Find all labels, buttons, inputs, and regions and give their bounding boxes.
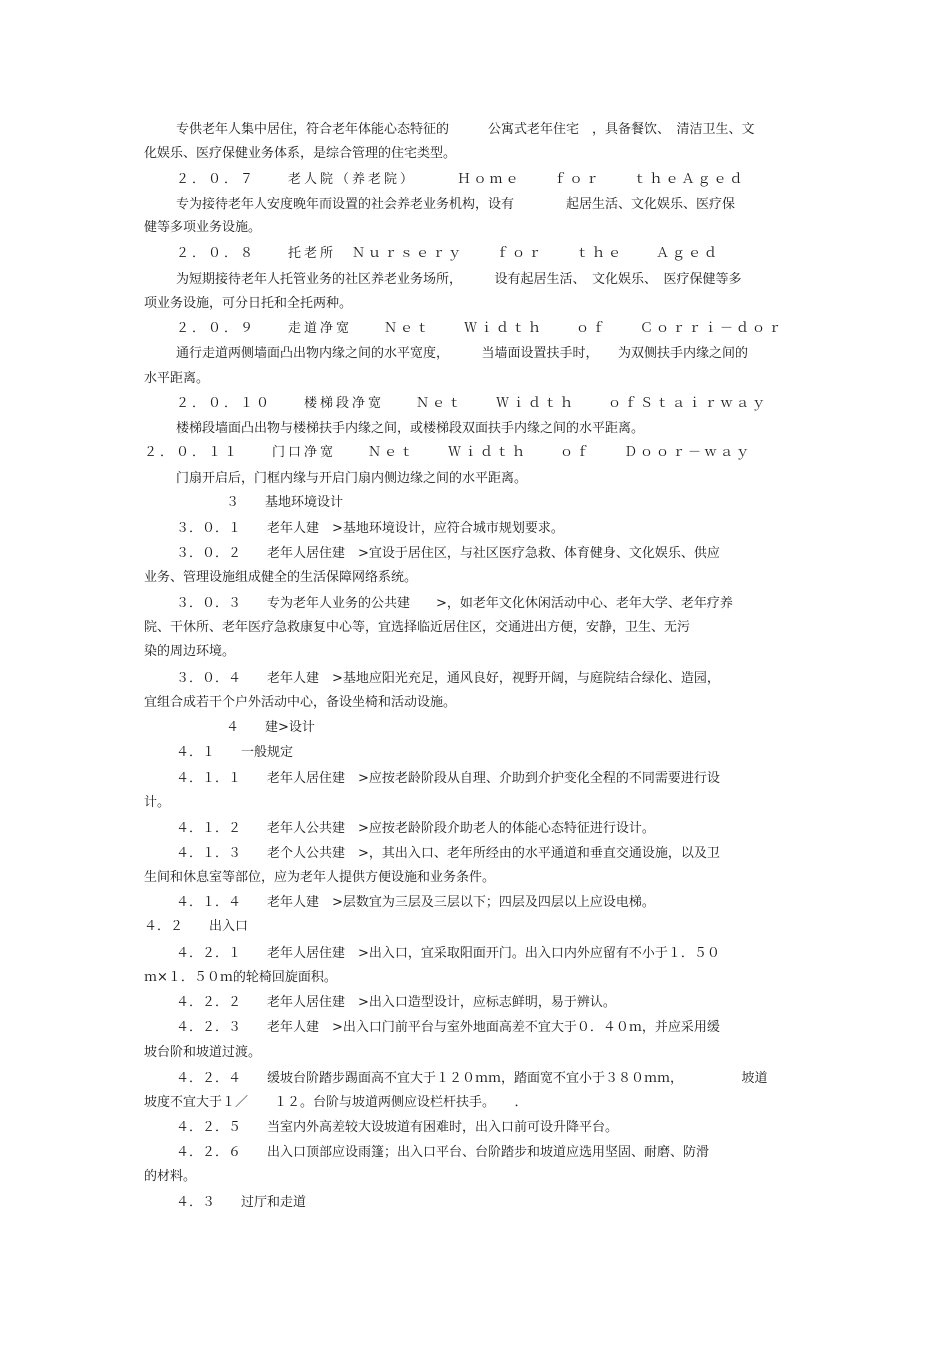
text-line: 水平距离。 (144, 371, 210, 386)
text-line: ４．２．６ 出入口顶部应设雨篷；出入口平台、台阶踏步和坡道应选用坚固、耐磨、防滑 (176, 1145, 710, 1160)
text-line: 门扇开启后，门框内缘与开启门扇内侧边缘之间的水平距离。 (176, 471, 528, 486)
text-line: 项业务设施，可分日托和全托两种。 (144, 296, 353, 311)
section-heading: ２．０．９ 走道净宽 Ｎｅｔ Ｗｉｄｔｈ ｏｆ Ｃｏｒｒｉ－ｄｏｒ (176, 321, 785, 336)
text-line: 宜组合成若干个户外活动中心，备设坐椅和活动设施。 (144, 695, 457, 710)
text-line: ４．１．３ 老个人公共建 >，其出入口、老年所经由的水平通道和垂直交通设施，以及卫 (176, 846, 720, 861)
text-line: 化娱乐、医疗保健业务体系，是综合管理的住宅类型。 (144, 146, 457, 161)
text-line: 业务、管理设施组成健全的生活保障网络系统。 (144, 570, 418, 585)
section-heading: ２．０．８ 托老所 Ｎｕｒｓｅｒｙ ｆｏｒ ｔｈｅ Ａｇｅｄ (176, 246, 721, 261)
section-heading: ２．０．７ 老人院（养老院） Ｈｏｍｅ ｆｏｒ ｔｈｅＡｇｅｄ (176, 172, 746, 187)
text-line: 生间和休息室等部位，应为老年人提供方便设施和业务条件。 (144, 870, 496, 885)
chapter-heading: ３ 基地环境设计 (226, 495, 344, 510)
text-line: 坡度不宜大于１／ １２。台阶与坡道两侧应设栏杆扶手。 ． (144, 1095, 528, 1110)
text-line: ４．２．４ 缓坡台阶踏步踢面高不宜大于１２０ｍｍ，踏面宽不宜小于３８０ｍｍ， 坡道 (176, 1071, 768, 1086)
text-line: 健等多项业务设施。 (144, 220, 262, 235)
text-line: ４．１．２ 老年人公共建 >应按老龄阶段介助老人的体能心态特征进行设计。 (176, 821, 655, 836)
text-line: 为短期接待老年人托管业务的社区养老业务场所， 设有起居生活、 文化娱乐、 医疗保健等多 (176, 272, 742, 287)
text-line: ３．０．１ 老年人建 >基地环境设计，应符合城市规划要求。 (176, 521, 564, 536)
text-line: ｍ×１．５０ｍ的轮椅回旋面积。 (144, 970, 337, 985)
section-heading: ２．０．１０ 楼梯段净宽 Ｎｅｔ Ｗｉｄｔｈ ｏｆＳｔａｉｒｗａｙ (176, 396, 769, 411)
text-line: ３．０．２ 老年人居住建 >宜设于居住区，与社区医疗急救、体育健身、文化娱乐、供应 (176, 546, 720, 561)
text-line: 院、干休所、老年医疗急救康复中心等，宜选择临近居住区，交通进出方便，安静，卫生、无污 (144, 620, 691, 635)
chapter-heading: ４ 建>设计 (226, 720, 315, 735)
text-line: 坡台阶和坡道过渡。 (144, 1045, 262, 1060)
section-heading: ４．３ 过厅和走道 (176, 1195, 307, 1210)
text-line: 楼梯段墙面凸出物与楼梯扶手内缘之间，或楼梯段双面扶手内缘之间的水平距离。 (176, 421, 645, 436)
text-line: 计。 (144, 795, 171, 810)
section-heading: ４．２ 出入口 (144, 919, 249, 934)
text-line: 通行走道两侧墙面凸出物内缘之间的水平宽度， 当墙面设置扶手时， 为双侧扶手内缘之间的 (176, 346, 749, 361)
text-line: ４．１．４ 老年人建 >层数宜为三层及三层以下；四层及四层以上应设电梯。 (176, 895, 655, 910)
text-line: ４．２．１ 老年人居住建 >出入口，宜采取阳面开门。出入口内外应留有不小于１．５０ (176, 946, 720, 961)
text-line: 染的周边环境。 (144, 644, 236, 659)
text-line: 专为接待老年人安度晚年而设置的社会养老业务机构，设有 起居生活、文化娱乐、医疗保 (176, 197, 736, 212)
text-line: 的材料。 (144, 1169, 197, 1184)
text-line: ４．２．３ 老年人建 >出入口门前平台与室外地面高差不宜大于０．４０ｍ，并应采用缓 (176, 1020, 720, 1035)
text-line: 专供老年人集中居住，符合老年体能心态特征的 公寓式老年住宅 ，具备餐饮、 清洁卫生、文 (176, 122, 755, 137)
text-line: ３．０．４ 老年人建 >基地应阳光充足，通风良好，视野开阔，与庭院结合绿化、造园， (176, 671, 720, 686)
text-line: ４．２．５ 当室内外高差较大设坡道有困难时，出入口前可设升降平台。 (176, 1120, 619, 1135)
text-line: ４．２．２ 老年人居住建 >出入口造型设计，应标志鲜明，易于辨认。 (176, 995, 616, 1010)
section-heading: ４．１ 一般规定 (176, 745, 294, 760)
text-line: ４．１．１ 老年人居住建 >应按老龄阶段从自理、介助到介护变化全程的不同需要进行设 (176, 771, 720, 786)
section-heading: ２．０．１１ 门口净宽 Ｎｅｔ Ｗｉｄｔｈ ｏｆ Ｄｏｏｒ－ｗａｙ (144, 445, 753, 460)
text-line: ３．０．３ 专为老年人业务的公共建 >，如老年文化休闲活动中心、老年大学、老年疗养 (176, 596, 733, 611)
